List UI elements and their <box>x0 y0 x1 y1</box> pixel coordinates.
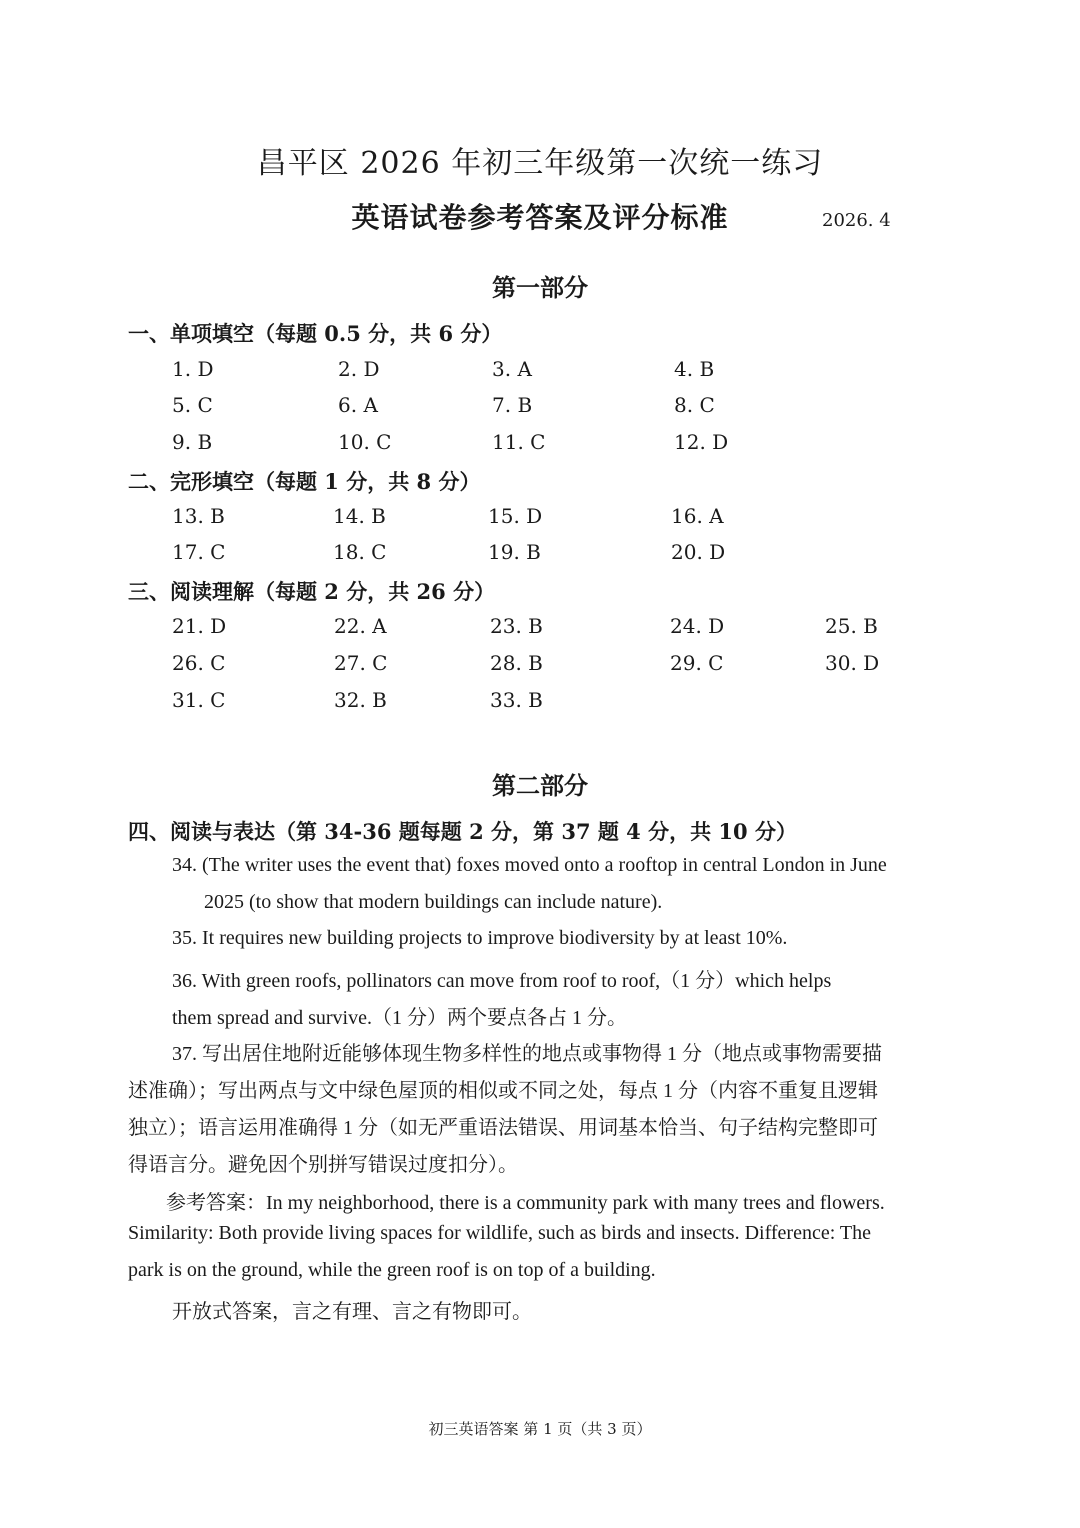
answer-item: 15. D <box>488 504 543 528</box>
reference-answer-line2: Similarity: Both provide living spaces for wildlife, such as birds and insects. Difference: The <box>128 1222 871 1244</box>
answer-item: 22. A <box>334 614 387 638</box>
reference-answer-line1: 参考答案：In my neighborhood, there is a community park with many trees and flowers. <box>166 1192 885 1214</box>
answer-37-line4: 得语言分。避免因个别拼写错误过度扣分）。 <box>128 1154 518 1176</box>
answer-item: 26. C <box>172 651 226 675</box>
answer-item: 12. D <box>674 430 729 454</box>
page-footer: 初三英语答案 第 1 页（共 3 页） <box>428 1420 652 1438</box>
answer-item: 9. B <box>172 430 213 454</box>
answer-35: 35. It requires new building projects to improve biodiversity by at least 10%. <box>172 927 788 949</box>
answer-item: 3. A <box>492 357 532 381</box>
answer-item: 29. C <box>670 651 724 675</box>
answer-item: 10. C <box>338 430 392 454</box>
answer-item: 5. C <box>172 393 213 417</box>
document-date: 2026. 4 <box>822 210 891 231</box>
answer-item: 30. D <box>825 651 880 675</box>
document-title: 昌平区 2026 年初三年级第一次统一练习 <box>256 146 824 181</box>
answer-item: 6. A <box>338 393 378 417</box>
section4-title: 四、阅读与表达（第 34-36 题每题 2 分，第 37 题 4 分，共 10 分） <box>128 819 797 844</box>
answer-item: 13. B <box>172 504 225 528</box>
answer-item: 14. B <box>333 504 386 528</box>
answer-item: 7. B <box>492 393 533 417</box>
part1-heading: 第一部分 <box>492 273 588 302</box>
answer-34-line1: 34. (The writer uses the event that) foxes moved onto a rooftop in central London in June <box>172 854 887 876</box>
answer-item: 24. D <box>670 614 725 638</box>
answer-item: 2. D <box>338 357 380 381</box>
answer-37-line1: 37. 写出居住地附近能够体现生物多样性的地点或事物得 1 分（地点或事物需要描 <box>172 1043 882 1065</box>
document-subtitle: 英语试卷参考答案及评分标准 <box>351 201 729 234</box>
answer-item: 25. B <box>825 614 878 638</box>
section1-title: 一、单项填空（每题 0.5 分，共 6 分） <box>128 321 503 346</box>
answer-item: 19. B <box>488 540 541 564</box>
answer-34-line2: 2025 (to show that modern buildings can include nature). <box>204 891 663 913</box>
answer-item: 28. B <box>490 651 543 675</box>
part2-heading: 第二部分 <box>492 771 588 800</box>
answer-item: 27. C <box>334 651 388 675</box>
answer-item: 21. D <box>172 614 227 638</box>
answer-item: 1. D <box>172 357 214 381</box>
answer-item: 16. A <box>671 504 724 528</box>
answer-item: 32. B <box>334 688 387 712</box>
answer-item: 17. C <box>172 540 226 564</box>
answer-37-line2: 述准确）；写出两点与文中绿色屋顶的相似或不同之处，每点 1 分（内容不重复且逻辑 <box>128 1080 878 1102</box>
answer-36-line1: 36. With green roofs, pollinators can move from roof to roof,（1 分）which helps <box>172 970 832 992</box>
answer-item: 11. C <box>492 430 546 454</box>
answer-item: 31. C <box>172 688 226 712</box>
answer-37-line3: 独立）；语言运用准确得 1 分（如无严重语法错误、用词基本恰当、句子结构完整即可 <box>128 1117 878 1139</box>
answer-item: 20. D <box>671 540 726 564</box>
answer-item: 18. C <box>333 540 387 564</box>
answer-item: 4. B <box>674 357 715 381</box>
section2-title: 二、完形填空（每题 1 分，共 8 分） <box>128 469 481 494</box>
section3-title: 三、阅读理解（每题 2 分，共 26 分） <box>128 579 496 604</box>
answer-36-line2: them spread and survive.（1 分）两个要点各占 1 分。 <box>172 1007 627 1029</box>
reference-answer-line3: park is on the ground, while the green roof is on top of a building. <box>128 1259 656 1281</box>
answer-item: 8. C <box>674 393 715 417</box>
answer-item: 33. B <box>490 688 543 712</box>
open-answer-note: 开放式答案，言之有理、言之有物即可。 <box>172 1301 532 1323</box>
answer-item: 23. B <box>490 614 543 638</box>
